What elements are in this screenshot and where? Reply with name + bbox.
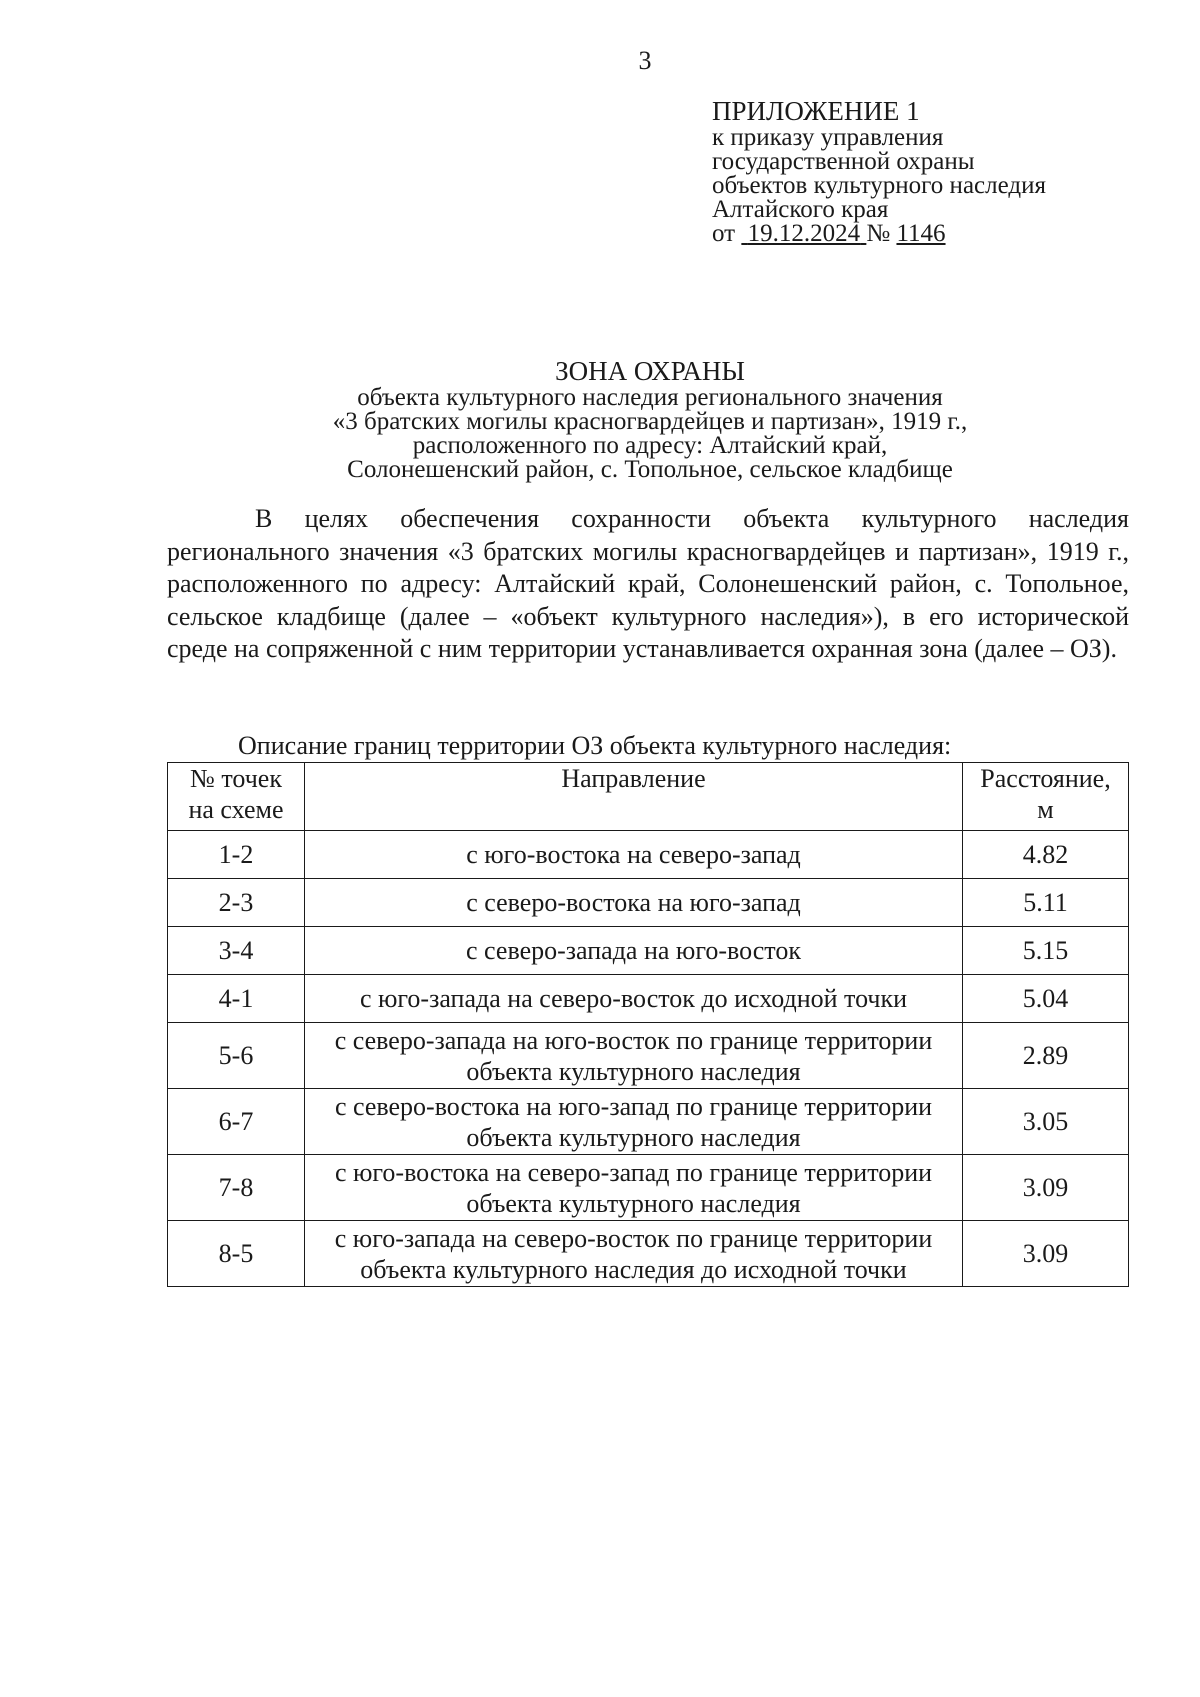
cell-direction: с северо-востока на юго-запад xyxy=(305,879,963,927)
cell-direction: с северо-востока на юго-запад по границе территории объекта культурного наследия xyxy=(305,1089,963,1155)
appendix-block xyxy=(712,96,1046,246)
table-row xyxy=(168,927,1129,975)
table-row xyxy=(168,975,1129,1023)
cell-distance: 4.82 xyxy=(963,831,1129,879)
intro-paragraph: В целях обеспечения сохранности объекта культурного наследия регионального значения «3 братских могилы красногвардейцев и партизан», 1919 г., расположенного по адресу: Алтайский край, Солонешенский район, с. Топольное, сельское кладбище (далее – «объект культурного наследия»), в его исторической среде на сопряженной с ним территории устанавливается охранная зона (далее – ОЗ). xyxy=(167,504,1129,663)
cell-points: 1-2 xyxy=(168,831,305,879)
appendix-date-line xyxy=(712,222,1046,246)
cell-distance: 3.09 xyxy=(963,1155,1129,1221)
cell-points: 8-5 xyxy=(168,1221,305,1287)
appendix-title: ПРИЛОЖЕНИЕ 1 xyxy=(712,96,920,126)
header-direction: Направление xyxy=(305,763,963,831)
table-header-row xyxy=(168,763,1129,831)
zone-header xyxy=(240,356,1060,482)
cell-direction: с северо-запада на юго-восток по границе территории объекта культурного наследия xyxy=(305,1023,963,1089)
boundaries-table xyxy=(167,762,1129,1287)
cell-direction: с юго-востока на северо-запад по границе территории объекта культурного наследия xyxy=(305,1155,963,1221)
table-row xyxy=(168,1089,1129,1155)
order-date: 19.12.2024 xyxy=(747,220,861,247)
appendix-line: Алтайского края xyxy=(712,196,889,223)
header-points: № точек на схеме xyxy=(168,763,305,831)
zone-line: Солонешенский район, с. Топольное, сельское кладбище xyxy=(347,456,953,483)
table-row xyxy=(168,879,1129,927)
cell-points: 4-1 xyxy=(168,975,305,1023)
appendix-line: объектов культурного наследия xyxy=(712,172,1046,199)
cell-distance: 3.05 xyxy=(963,1089,1129,1155)
appendix-line: к приказу управления xyxy=(712,124,944,151)
cell-direction: с юго-востока на северо-запад xyxy=(305,831,963,879)
cell-points: 6-7 xyxy=(168,1089,305,1155)
table-row xyxy=(168,831,1129,879)
table-row xyxy=(168,1221,1129,1287)
zone-line: объекта культурного наследия регионального значения xyxy=(357,384,943,411)
date-prefix: от xyxy=(712,220,736,247)
cell-distance: 5.04 xyxy=(963,975,1129,1023)
zone-line: расположенного по адресу: Алтайский край, xyxy=(412,432,888,459)
order-number: 1146 xyxy=(896,220,946,247)
cell-points: 7-8 xyxy=(168,1155,305,1221)
cell-direction: с юго-запада на северо-восток до исходной точки xyxy=(305,975,963,1023)
table-row xyxy=(168,1023,1129,1089)
table-row xyxy=(168,1155,1129,1221)
cell-points: 5-6 xyxy=(168,1023,305,1089)
header-distance: Расстояние, м xyxy=(963,763,1129,831)
table-caption: Описание границ территории ОЗ объекта культурного наследия: xyxy=(238,731,952,760)
cell-points: 2-3 xyxy=(168,879,305,927)
number-sign: № xyxy=(866,220,891,247)
cell-direction: с юго-запада на северо-восток по границе территории объекта культурного наследия до исходной точки xyxy=(305,1221,963,1287)
zone-line: «3 братских могилы красногвардейцев и партизан», 1919 г., xyxy=(332,408,968,435)
cell-distance: 5.15 xyxy=(963,927,1129,975)
cell-distance: 5.11 xyxy=(963,879,1129,927)
page-number: 3 xyxy=(638,46,652,75)
cell-direction: с северо-запада на юго-восток xyxy=(305,927,963,975)
cell-distance: 2.89 xyxy=(963,1023,1129,1089)
zone-title: ЗОНА ОХРАНЫ xyxy=(555,356,745,386)
cell-distance: 3.09 xyxy=(963,1221,1129,1287)
appendix-line: государственной охраны xyxy=(712,148,975,175)
cell-points: 3-4 xyxy=(168,927,305,975)
